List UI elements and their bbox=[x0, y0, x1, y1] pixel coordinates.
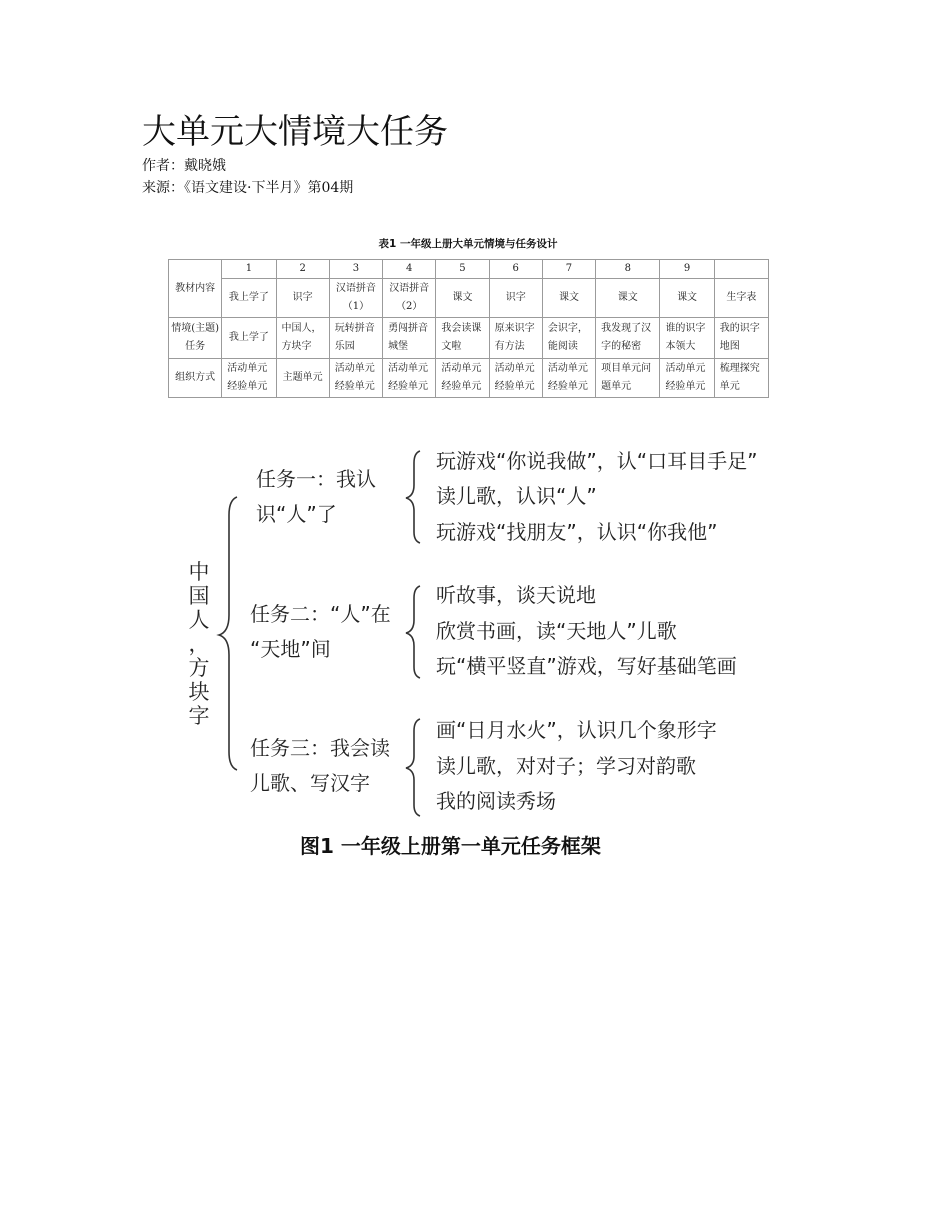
task-cell: 玩转拼音乐园 bbox=[329, 318, 382, 359]
task-cell: 中国人，方块字 bbox=[276, 318, 329, 359]
table-caption: 表1 一年级上册大单元情境与任务设计 bbox=[378, 238, 558, 250]
figure-caption: 图1 一年级上册第一单元任务框架 bbox=[300, 834, 601, 858]
task-label: 识“人”了 bbox=[256, 502, 337, 526]
task-item: 我的阅读秀场 bbox=[436, 789, 556, 813]
unit-number: 2 bbox=[276, 260, 329, 279]
table-row bbox=[169, 318, 769, 359]
table-row bbox=[169, 279, 769, 318]
task-item: 画“日月水火”，认识几个象形字 bbox=[436, 718, 717, 742]
task-item: 听故事，谈天说地 bbox=[436, 583, 596, 607]
task-label: 儿歌、写汉字 bbox=[250, 771, 370, 795]
task-item: 玩“横平竖直”游戏，写好基础笔画 bbox=[436, 654, 737, 678]
unit-number: 1 bbox=[222, 260, 276, 279]
table-row bbox=[169, 359, 769, 398]
task-label: 任务二：“人”在 bbox=[250, 602, 391, 626]
org-cell: 活动单元经验单元 bbox=[660, 359, 714, 398]
unit-number: 9 bbox=[660, 260, 714, 279]
org-cell: 活动单元经验单元 bbox=[329, 359, 382, 398]
unit-number: 3 bbox=[329, 260, 382, 279]
task-item: 读儿歌，认识“人” bbox=[436, 484, 597, 508]
row-header-org: 组织方式 bbox=[169, 359, 222, 398]
task-cell: 原来识字有方法 bbox=[489, 318, 542, 359]
root-glyph: 国 bbox=[188, 584, 210, 608]
task-item: 读儿歌，对对子；学习对韵歌 bbox=[436, 754, 696, 778]
task-cell: 勇闯拼音城堡 bbox=[383, 318, 436, 359]
task-cell: 会识字，能阅读 bbox=[542, 318, 595, 359]
task-item: 玩游戏“找朋友”，认识“你我他” bbox=[436, 520, 718, 544]
content-cell: 识字 bbox=[276, 279, 329, 318]
task-cell: 我上学了 bbox=[222, 318, 276, 359]
org-cell: 梳理探究单元 bbox=[714, 359, 768, 398]
task-cell: 我的识字地图 bbox=[714, 318, 768, 359]
article-source: 来源：《语文建设·下半月》第04期 bbox=[142, 180, 354, 196]
task3-brace bbox=[406, 719, 420, 816]
root-glyph: 块 bbox=[188, 680, 210, 704]
content-cell: 课文 bbox=[542, 279, 595, 318]
row-header-content: 教材内容 bbox=[169, 260, 222, 318]
task-item: 欣赏书画，读“天地人”儿歌 bbox=[436, 619, 677, 643]
task-cell: 谁的识字本领大 bbox=[660, 318, 714, 359]
unit-number: 4 bbox=[383, 260, 436, 279]
task-cell: 我会读课文啦 bbox=[436, 318, 489, 359]
root-glyph: 方 bbox=[188, 656, 210, 680]
task1-brace bbox=[406, 451, 420, 543]
task-cell: 我发现了汉字的秘密 bbox=[596, 318, 660, 359]
org-cell: 活动单元经验单元 bbox=[383, 359, 436, 398]
org-cell: 活动单元经验单元 bbox=[436, 359, 489, 398]
org-cell: 项目单元问题单元 bbox=[596, 359, 660, 398]
row-header-task: 情境(主题)任务 bbox=[169, 318, 222, 359]
org-cell: 活动单元经验单元 bbox=[542, 359, 595, 398]
unit-design-table bbox=[168, 259, 769, 398]
table-row bbox=[169, 260, 769, 279]
content-cell: 汉语拼音（2） bbox=[383, 279, 436, 318]
task-item: 玩游戏“你说我做”，认“口耳目手足” bbox=[436, 449, 758, 473]
task-label: 任务一：我认 bbox=[256, 467, 376, 491]
task-label: “天地”间 bbox=[250, 637, 331, 661]
task-label: 任务三：我会读 bbox=[250, 736, 390, 760]
content-cell: 课文 bbox=[436, 279, 489, 318]
content-cell: 我上学了 bbox=[222, 279, 276, 318]
task2-brace bbox=[406, 586, 420, 678]
unit-number: 8 bbox=[596, 260, 660, 279]
unit-number bbox=[714, 260, 768, 279]
root-glyph: ， bbox=[188, 632, 210, 656]
framework-root bbox=[186, 560, 212, 728]
unit-number: 7 bbox=[542, 260, 595, 279]
article-title: 大单元大情境大任务 bbox=[142, 112, 448, 152]
root-glyph: 字 bbox=[188, 704, 210, 728]
unit-number: 5 bbox=[436, 260, 489, 279]
content-cell: 汉语拼音（1） bbox=[329, 279, 382, 318]
content-cell: 识字 bbox=[489, 279, 542, 318]
root-brace bbox=[219, 497, 237, 770]
content-cell: 生字表 bbox=[714, 279, 768, 318]
org-cell: 活动单元经验单元 bbox=[489, 359, 542, 398]
article-author: 作者：戴晓娥 bbox=[142, 158, 226, 174]
content-cell: 课文 bbox=[660, 279, 714, 318]
org-cell: 活动单元经验单元 bbox=[222, 359, 276, 398]
org-cell: 主题单元 bbox=[276, 359, 329, 398]
root-glyph: 中 bbox=[188, 560, 210, 584]
content-cell: 课文 bbox=[596, 279, 660, 318]
unit-number: 6 bbox=[489, 260, 542, 279]
root-glyph: 人 bbox=[188, 608, 210, 632]
